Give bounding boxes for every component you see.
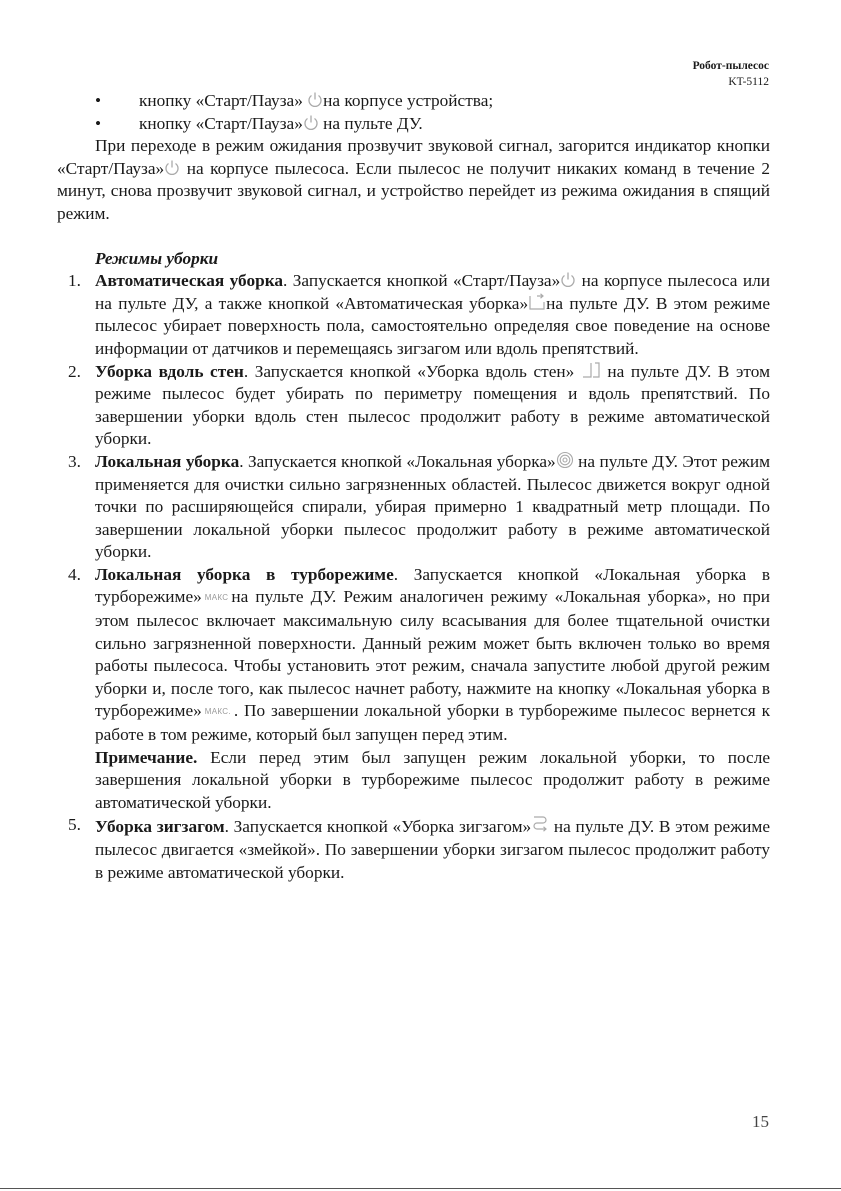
power-icon bbox=[307, 91, 323, 108]
wall-clean-icon bbox=[581, 361, 601, 379]
bullet-text: кнопку «Старт/Пауза» bbox=[139, 113, 303, 133]
item-text: на корпусе пылесоса или на пульте ДУ, а также кнопкой «Автоматическая уборка» bbox=[95, 271, 770, 313]
auto-clean-icon bbox=[528, 293, 546, 311]
power-icon bbox=[560, 271, 576, 288]
bullet-item bbox=[57, 90, 770, 113]
item-text: на пульте ДУ. Этот режим применяется для очистки сильно загрязненных областей. Пылесос движется вокруг одной точки по расширяющейся спирали, убирая примерно 1 квадратный метр площади. По завершении локальной уборки пылесос продолжит работу в режиме автоматической уборки. bbox=[95, 451, 770, 562]
bullet-mark: • bbox=[95, 113, 102, 133]
power-icon bbox=[164, 159, 180, 176]
item-text: . Запускается кнопкой «Уборка вдоль стен» bbox=[243, 361, 575, 381]
page-header bbox=[693, 58, 769, 90]
item-title: Локальная уборка в турборежиме bbox=[95, 564, 394, 584]
bullet-mark: • bbox=[95, 91, 102, 110]
bullet-text: на корпусе устройства; bbox=[323, 91, 494, 110]
item-number: 2. bbox=[68, 361, 81, 381]
header-product-name: Робот-пылесос bbox=[692, 60, 769, 72]
page-number: 15 bbox=[752, 1112, 769, 1131]
section-heading: Режимы уборки bbox=[95, 248, 219, 268]
turbo-max-icon: МАКС bbox=[204, 593, 229, 603]
note-paragraph bbox=[57, 747, 770, 815]
item-text: . Запускается кнопкой «Локальная уборка в турборежиме» bbox=[95, 564, 770, 607]
turbo-max-icon: МАКС. bbox=[204, 707, 231, 717]
item-text: на пульте ДУ. В этом режиме пылесос убирает поверхность пола, самостоятельно определяя свое поведение на основе информации от датчиков и перемещаясь зигзагом или вдоль препятствий. bbox=[95, 293, 771, 358]
page-content bbox=[57, 90, 770, 884]
item-title: Уборка зигзагом bbox=[95, 817, 225, 837]
spiral-icon bbox=[556, 451, 574, 469]
bottom-divider bbox=[0, 1188, 841, 1189]
bullet-text: кнопку «Старт/Пауза» bbox=[139, 91, 308, 110]
item-number: 1. bbox=[68, 271, 81, 291]
item-number: 5. bbox=[68, 815, 81, 835]
power-icon bbox=[303, 114, 319, 131]
standby-paragraph bbox=[57, 135, 770, 225]
item-title: Локальная уборка bbox=[95, 451, 240, 471]
item-text: . Запускается кнопкой «Старт/Пауза» bbox=[283, 271, 561, 291]
list-item bbox=[57, 270, 770, 360]
item-text: на пульте ДУ. В этом режиме пылесос двигается «змейкой». По завершении уборки зигзагом пылесос продолжит работу в режиме автоматической уборки. bbox=[95, 817, 770, 882]
zigzag-icon bbox=[531, 814, 549, 834]
list-item bbox=[57, 361, 770, 451]
item-text: на пульте ДУ. В этом режиме пылесос будет убирать по периметру помещения и вдоль препятствий. По завершении уборки вдоль стен пылесос продолжит работу в режиме автоматической уборки. bbox=[95, 361, 771, 449]
note-text: Если перед этим был запущен режим локальной уборки, то после завершения локальной уборки в турборежиме пылесос продолжит работу в режиме автоматической уборки. bbox=[95, 747, 770, 812]
bullet-text: на пульте ДУ. bbox=[318, 113, 423, 133]
item-text: . Запускается кнопкой «Уборка зигзагом» bbox=[224, 817, 532, 837]
list-item bbox=[57, 451, 770, 564]
list-item bbox=[57, 814, 770, 884]
paragraph-text: на корпусе пылесоса. Если пылесос не получит никаких команд в течение 2 минут, снова прозвучит звуковой сигнал, и устройство перейдет из режима ожидания в спящий режим. bbox=[57, 158, 770, 223]
header-model: KT-5112 bbox=[728, 76, 769, 88]
item-number: 4. bbox=[68, 564, 81, 584]
item-text: . Запускается кнопкой «Локальная уборка» bbox=[239, 451, 556, 471]
bullet-item bbox=[57, 113, 770, 136]
list-item bbox=[57, 564, 770, 747]
item-title: Автоматическая уборка bbox=[95, 271, 284, 291]
paragraph-text: При переходе в режим ожидания прозвучит звуковой сигнал, загорится индикатор кнопки «Старт/Пауза» bbox=[57, 136, 770, 178]
item-number: 3. bbox=[68, 451, 81, 471]
item-title: Уборка вдоль стен bbox=[95, 361, 244, 381]
item-text: на пульте ДУ. Режим аналогичен режиму «Локальная уборка», но при этом пылесос включает максимальную силу всасывания для более тщательной очистки сильно загрязненной поверхности. Данный режим может быть включен только во время работы пылесоса. Чтобы установить этот режим, сначала запустите любой другой режим уборки и, после того, как пылесос начнет работу, нажмите на кнопку «Локальная уборка в турборежиме» bbox=[95, 587, 770, 721]
note-label: Примечание. bbox=[95, 747, 198, 767]
item-text: . По завершении локальной уборки в турборежиме пылесос вернется к работе в том режиме, который был запущен перед этим. bbox=[95, 701, 770, 745]
